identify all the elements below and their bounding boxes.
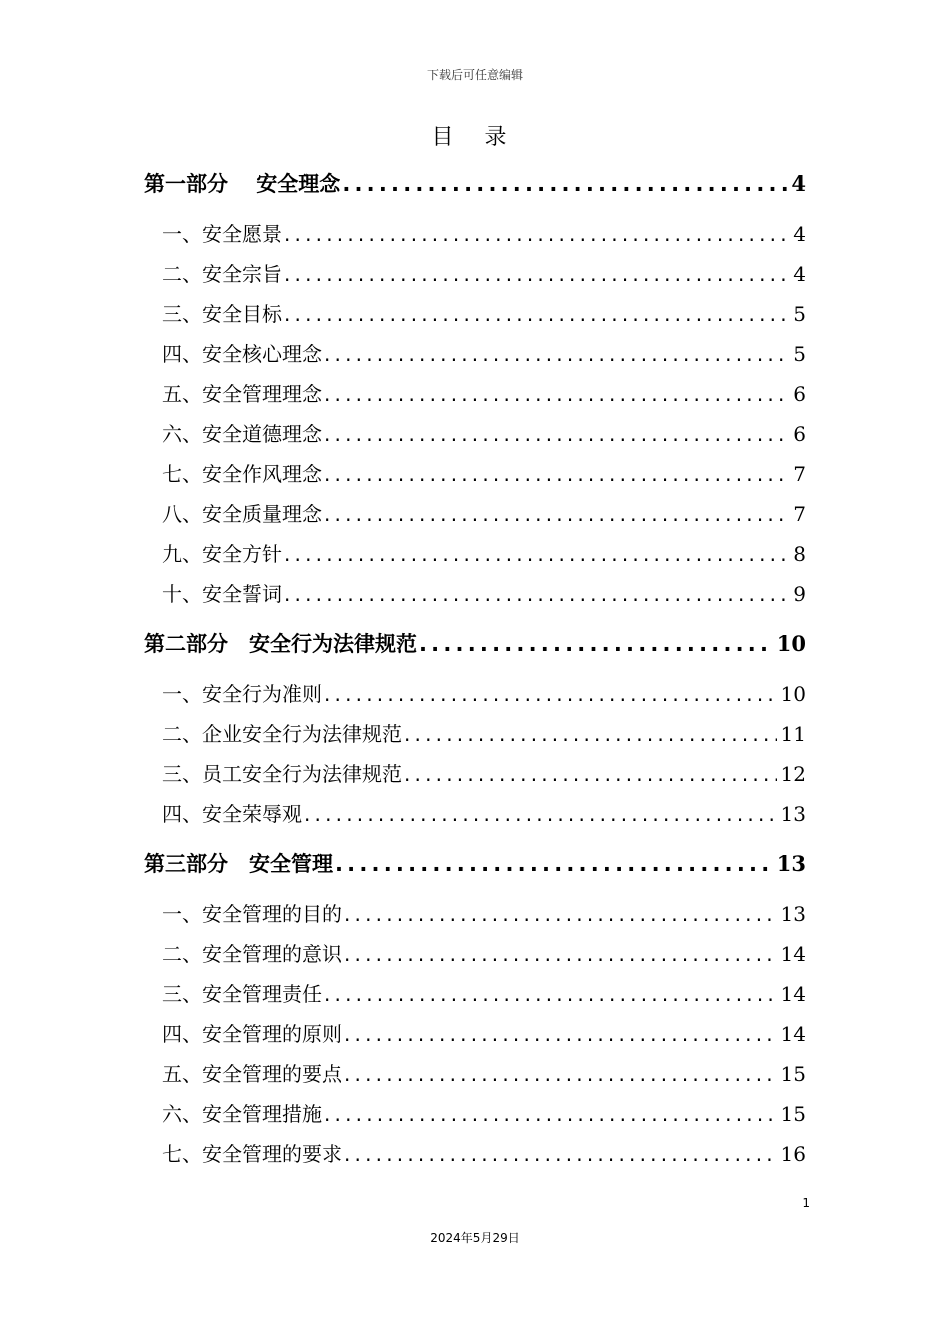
toc-section-entry[interactable] [162, 978, 806, 1008]
toc-dot-leader [284, 542, 789, 566]
toc-dot-leader [304, 802, 777, 826]
toc-entry-label: 十、安全誓词 [162, 582, 282, 606]
toc-entry-page: 13 [776, 851, 806, 876]
toc-entry-page: 14 [780, 1022, 806, 1046]
toc-entry-label: 四、安全管理的原则 [162, 1022, 342, 1046]
toc-section-entry[interactable] [162, 718, 806, 748]
toc-entry-label: 五、安全管理理念 [162, 382, 322, 406]
toc-entry-page: 4 [793, 222, 806, 246]
toc-entry-label: 一、安全行为准则 [162, 682, 322, 706]
toc-dot-leader [344, 942, 777, 966]
toc-entry-label: 六、安全管理措施 [162, 1102, 322, 1126]
header-note: 下载后可任意编辑 [426, 68, 523, 82]
toc-section-entry[interactable] [162, 458, 806, 488]
toc-dot-leader [344, 1062, 777, 1086]
toc-entry-label: 九、安全方针 [162, 542, 282, 566]
toc-dot-leader [324, 1102, 777, 1126]
toc-dot-leader [324, 982, 777, 1006]
toc-entry-label: 二、安全宗旨 [162, 262, 282, 286]
toc-dot-leader [324, 682, 777, 706]
toc-section-entry[interactable] [162, 758, 806, 788]
toc-dot-leader [324, 422, 789, 446]
toc-dot-leader [404, 762, 777, 786]
toc-dot-leader [404, 722, 777, 746]
toc-dot-leader [344, 902, 777, 926]
toc-entry-label: 三、员工安全行为法律规范 [162, 762, 402, 786]
toc-section-entry[interactable] [162, 1138, 806, 1168]
toc-entry-page: 4 [793, 262, 806, 286]
toc-entry-label: 七、安全管理的要求 [162, 1142, 342, 1166]
toc-part-entry[interactable] [144, 628, 806, 658]
toc-section-entry[interactable] [162, 418, 806, 448]
toc-dot-leader [284, 302, 789, 326]
toc-entry-label: 四、安全核心理念 [162, 342, 322, 366]
toc-section-entry[interactable] [162, 498, 806, 528]
toc-dot-leader [344, 1022, 777, 1046]
toc-entry-label: 二、安全管理的意识 [162, 942, 342, 966]
toc-section-entry[interactable] [162, 1098, 806, 1128]
toc-entry-page: 4 [791, 171, 806, 196]
toc-entry-page: 11 [780, 722, 806, 746]
toc-section-entry[interactable] [162, 798, 806, 828]
toc-entry-page: 15 [780, 1062, 806, 1086]
toc-entry-label: 第二部分 安全行为法律规范 [144, 632, 417, 656]
toc-dot-leader [324, 502, 789, 526]
toc-part-entry[interactable] [144, 168, 806, 198]
toc-dot-leader [284, 582, 789, 606]
toc-dot-leader [419, 632, 773, 656]
toc-dot-leader [284, 262, 789, 286]
toc-entry-label: 五、安全管理的要点 [162, 1062, 342, 1086]
toc-dot-leader [284, 222, 789, 246]
toc-entry-page: 5 [793, 302, 806, 326]
toc-section-entry[interactable] [162, 678, 806, 708]
toc-section-entry[interactable] [162, 218, 806, 248]
toc-section-entry[interactable] [162, 538, 806, 568]
toc-entry-label: 七、安全作风理念 [162, 462, 322, 486]
toc-dot-leader [344, 1142, 777, 1166]
toc-entry-label: 三、安全目标 [162, 302, 282, 326]
toc-entry-page: 12 [780, 762, 806, 786]
toc-dot-leader [324, 342, 789, 366]
toc-section-entry[interactable] [162, 1058, 806, 1088]
toc-section-entry[interactable] [162, 578, 806, 608]
toc-entry-label: 第一部分 安全理念 [144, 172, 341, 196]
toc-section-entry[interactable] [162, 298, 806, 328]
toc-entry-label: 四、安全荣辱观 [162, 802, 302, 826]
toc-entry-page: 6 [793, 382, 806, 406]
toc-entry-page: 14 [780, 942, 806, 966]
toc-entry-page: 10 [780, 682, 806, 706]
toc-entry-page: 7 [793, 462, 806, 486]
toc-dot-leader [324, 382, 789, 406]
toc-title: 目 录 [431, 125, 519, 150]
toc-dot-leader [335, 852, 773, 876]
toc-entry-page: 10 [776, 631, 806, 656]
toc-entry-label: 一、安全管理的目的 [162, 902, 342, 926]
toc-entry-page: 13 [780, 902, 806, 926]
toc-dot-leader [342, 172, 787, 196]
toc-entry-page: 16 [780, 1142, 806, 1166]
toc-entry-page: 13 [780, 802, 806, 826]
toc-entry-page: 14 [780, 982, 806, 1006]
toc-entry-label: 八、安全质量理念 [162, 502, 322, 526]
toc-section-entry[interactable] [162, 898, 806, 928]
toc-entry-label: 六、安全道德理念 [162, 422, 322, 446]
toc-entry-page: 6 [793, 422, 806, 446]
footer-date: 2024年5月29日 [430, 1231, 520, 1245]
toc-dot-leader [324, 462, 789, 486]
toc-entry-label: 一、安全愿景 [162, 222, 282, 246]
toc-section-entry[interactable] [162, 1018, 806, 1048]
toc-entry-label: 二、企业安全行为法律规范 [162, 722, 402, 746]
toc-entry-page: 9 [793, 582, 806, 606]
toc-entry-page: 8 [793, 542, 806, 566]
toc-section-entry[interactable] [162, 378, 806, 408]
toc-entry-page: 7 [793, 502, 806, 526]
toc-entry-page: 15 [780, 1102, 806, 1126]
toc-section-entry[interactable] [162, 258, 806, 288]
toc-section-entry[interactable] [162, 338, 806, 368]
toc-entry-page: 5 [793, 342, 806, 366]
toc-entry-label: 第三部分 安全管理 [144, 852, 333, 876]
page-number: 1 [802, 1196, 810, 1210]
toc-entry-label: 三、安全管理责任 [162, 982, 322, 1006]
toc-section-entry[interactable] [162, 938, 806, 968]
toc-part-entry[interactable] [144, 848, 806, 878]
